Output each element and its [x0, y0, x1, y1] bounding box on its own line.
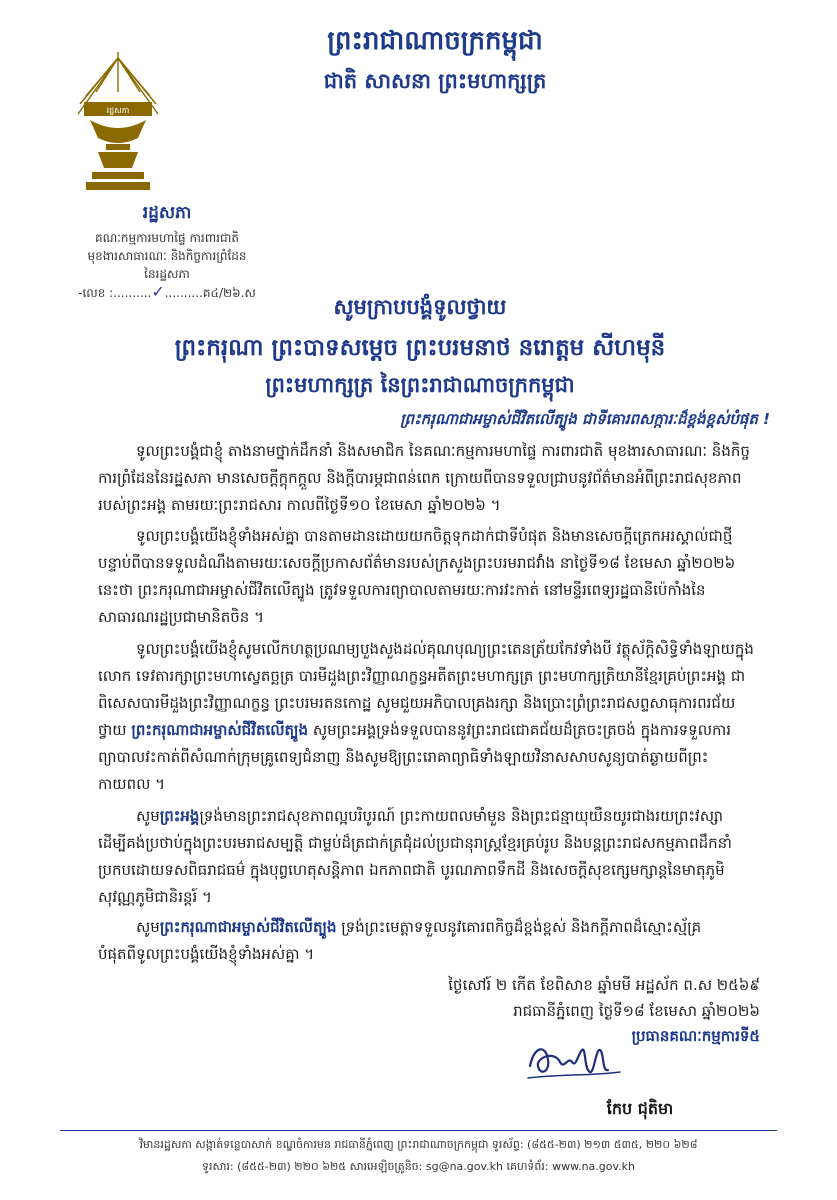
sender-block [62, 202, 272, 302]
salutation-line2: ព្រះករុណា ព្រះបាទសម្តេច ព្រះបរមនាថ នរោត្តម សីហមុនី [174, 335, 666, 361]
sender-committee-line1: គណៈកម្មការមហាផ្ទៃ ការពារជាតិ [95, 231, 239, 245]
reference-prefix: -លេខ :.......... [78, 286, 152, 300]
sender-committee-line3: នៃរដ្ឋសភា [144, 267, 190, 281]
paragraph-4: សូមព្រះអង្គទ្រង់មានព្រះរាជសុខភាពល្អបរិបូរណ៍ ព្រះកាយពលមាំមួន និងព្រះជន្មាយុយឺនយូរជាងរយព្រះវស្សា ដើម្បីគង់ប្រថាប់ក្នុងព្រះបរមរាជសម្បត្តិ ជាម្លប់ដ៏ត្រជាក់ត្រជុំដល់ប្រជានុរាស្ត្រខ្មែរគ្រប់រូប និងបន្តព្រះរាជសកម្មភាពដឹកនាំប្រកបដោយទសពិធរាជធម៌ ក្នុងបុព្វហេតុសន្តិភាព ឯកភាពជាតិ បូរណភាពទឹកដី និងសេចក្តីសុខក្សេមក្សាន្តនៃមាតុភូមិសុវណ្ណភូមិជានិរន្តរ៍ ។ [98, 807, 732, 906]
sender-committee-line2: មុខងារសាធារណៈ និងកិច្ចការព្រំដែន [87, 249, 247, 263]
paragraph-1: ទូលព្រះបង្គំជាខ្ញុំ តាងនាមថ្នាក់ដឹកនាំ និងសមាជិក នៃគណៈកម្មការមហាផ្ទៃ ការពារជាតិ មុខងារសាធារណៈ និងកិច្ចការព្រំដែននៃរដ្ឋសភា មានសេចក្តីក្តុកក្តួល និងក្តីបារម្ភជាពន់ពេក ក្រោយពីបានទទួលជ្រាបនូវព័ត៌មានអំពីព្រះរាជសុខភាពរបស់ព្រះអង្គ តាមរយៈព្រះរាជសារ កាលពីថ្ងៃទី១០ ខែមេសា ឆ្នាំ២០២៦ ។ [98, 442, 750, 514]
royal-title-highlight: ព្រះករុណាជាអម្ចាស់ជីវិតលើត្បូង [159, 918, 337, 936]
signer-title: ប្រធានគណៈកម្មការទី៥ [631, 1027, 760, 1045]
footer-contact: ទូរសារ: (៨៥៥-២៣) ២២០ ៦២៥ សារអេឡិចត្រូនិច: sg@na.gov.kh គេហទំព័រ: www.na.gov.kh [201, 1160, 635, 1173]
kingdom-motto: ជាតិ សាសនា ព្រះមហាក្សត្រ [323, 69, 547, 93]
handwritten-signature [520, 1036, 640, 1084]
salutation-line3: ព្រះមហាក្សត្រ នៃព្រះរាជាណាចក្រកម្ពុជា [265, 373, 575, 397]
emblem-text: រដ្ឋសភា [106, 106, 130, 115]
paragraph-3: ទូលព្រះបង្គំយើងខ្ញុំសូមលើកហត្ថប្រណម្យបួងសួងដល់គុណបុណ្យព្រះតេនត្រ័យកែវទាំងបី វត្ថុស័ក្តិសិទ្ធិទាំងឡាយក្នុងលោក ទេវតារក្សាព្រះមហាស្វេតច្ឆត្រ បារមីដួងព្រះវិញ្ញាណក្ខន្ធអតីតព្រះមហាក្សត្រ ព្រះមហាក្សត្រិយានីខ្មែរគ្រប់ព្រះអង្គ ជាពិសេសបារមីដួងព្រះវិញ្ញាណក្ខន្ធ ព្រះបរមរតនកោដ្ឋ សូមជួយអភិបាលគ្រងរក្សា និងប្រោះព្រំព្រះរាជសព្ទសាធុការពរជ័យថ្វាយ ព្រះករុណាជាអម្ចាស់ជីវិតលើត្បូង សូមព្រះអង្គទ្រង់ទទួលបាននូវព្រះរាជជោគជ័យដ៏ត្រចះត្រចង់ ក្នុងការទទួលការព្យាបាលវះកាត់ពីសំណាក់ក្រុមគ្រូពេទ្យជំនាញ និងសូមឱ្យព្រះរោគាព្យាធិទាំងឡាយវិនាសសាបសូន្យបាត់ឆ្ងាយពីព្រះកាយពល ។ [98, 640, 754, 793]
place-and-date: រាជធានីភ្នំពេញ ថ្ងៃទី១៨ ខែមេសា ឆ្នាំ២០២៦ [513, 1002, 760, 1020]
paragraph-2: ទូលព្រះបង្គំយើងខ្ញុំទាំងអស់គ្នា បានតាមដានដោយយកចិត្តទុកដាក់ជាទីបំផុត និងមានសេចក្តីត្រេកអរស្គាល់ជាថ្មី បន្ទាប់ពីបានទទួលដំណឹងតាមរយៈសេចក្តីប្រកាសព័ត៌មានរបស់ក្រសួងព្រះបរមរាជវាំង នាថ្ងៃទី១៨ ខែមេសា ឆ្នាំ២០២៦ នេះថា ព្រះករុណាជាអម្ចាស់ជីវិតលើត្បូង ត្រូវទទួលការព្យាបាលតាមរយៈការវះកាត់ នៅមន្ទីរពេទ្យរដ្ឋធានីប៉េកាំងនៃសាធារណរដ្ឋប្រជាមានិតចិន ។ [98, 527, 736, 626]
lunar-date: ថ្ងៃសៅរ៍ ២ កើត ខែពិសាខ ឆ្នាំមមី អដ្ឋស័ក ព.ស ២៥៦៩ [448, 976, 760, 994]
royal-title-highlight: ព្រះករុណាជាអម្ចាស់ជីវិតលើត្បូង [131, 721, 309, 739]
kingdom-title: ព្រះរាជាណាចក្រកម្ពុជា [327, 26, 543, 56]
reference-suffix: ..........គ៤/២៦.ស [164, 286, 256, 300]
salutation-line1: សូមក្រាបបង្គំទូលថ្វាយ [333, 295, 507, 319]
national-assembly-emblem [76, 48, 160, 198]
footer-address: វិមានរដ្ឋសភា សង្កាត់ទន្លេបាសាក់ ខណ្ឌចំការមន រាជធានីភ្នំពេញ ព្រះរាជាណាចក្រកម្ពុជា ទូរស័ព្ទ: (៨៥៥-២៣) ២១៣ ៥៣៥, ២២០ ៦២៨ [139, 1138, 698, 1151]
sender-institution: រដ្ឋសភា [142, 203, 192, 223]
paragraph-5: សូមព្រះករុណាជាអម្ចាស់ជីវិតលើត្បូង ទ្រង់ព្រះមេត្តាទទួលនូវគោរពកិច្ចដ៏ខ្ពង់ខ្ពស់ និងកក្តីភាពដ៏ស្មោះស្ម័គ្របំផុតពីទូលព្រះបង្គំយើងខ្ញុំទាំងអស់គ្នា ។ [98, 918, 702, 963]
royal-title-highlight: ព្រះអង្គ [159, 807, 200, 825]
footer-divider [60, 1130, 777, 1131]
signer-name: កែប ជុតិមា [606, 1099, 674, 1118]
salutation-tagline: ព្រះករុណាជាអម្ចាស់ជីវិតលើត្បូង ជាទីគោរពសក្ការៈដ៏ខ្ពង់ខ្ពស់បំផុត ! [400, 410, 770, 428]
check-mark-icon: ✓ [151, 282, 165, 301]
